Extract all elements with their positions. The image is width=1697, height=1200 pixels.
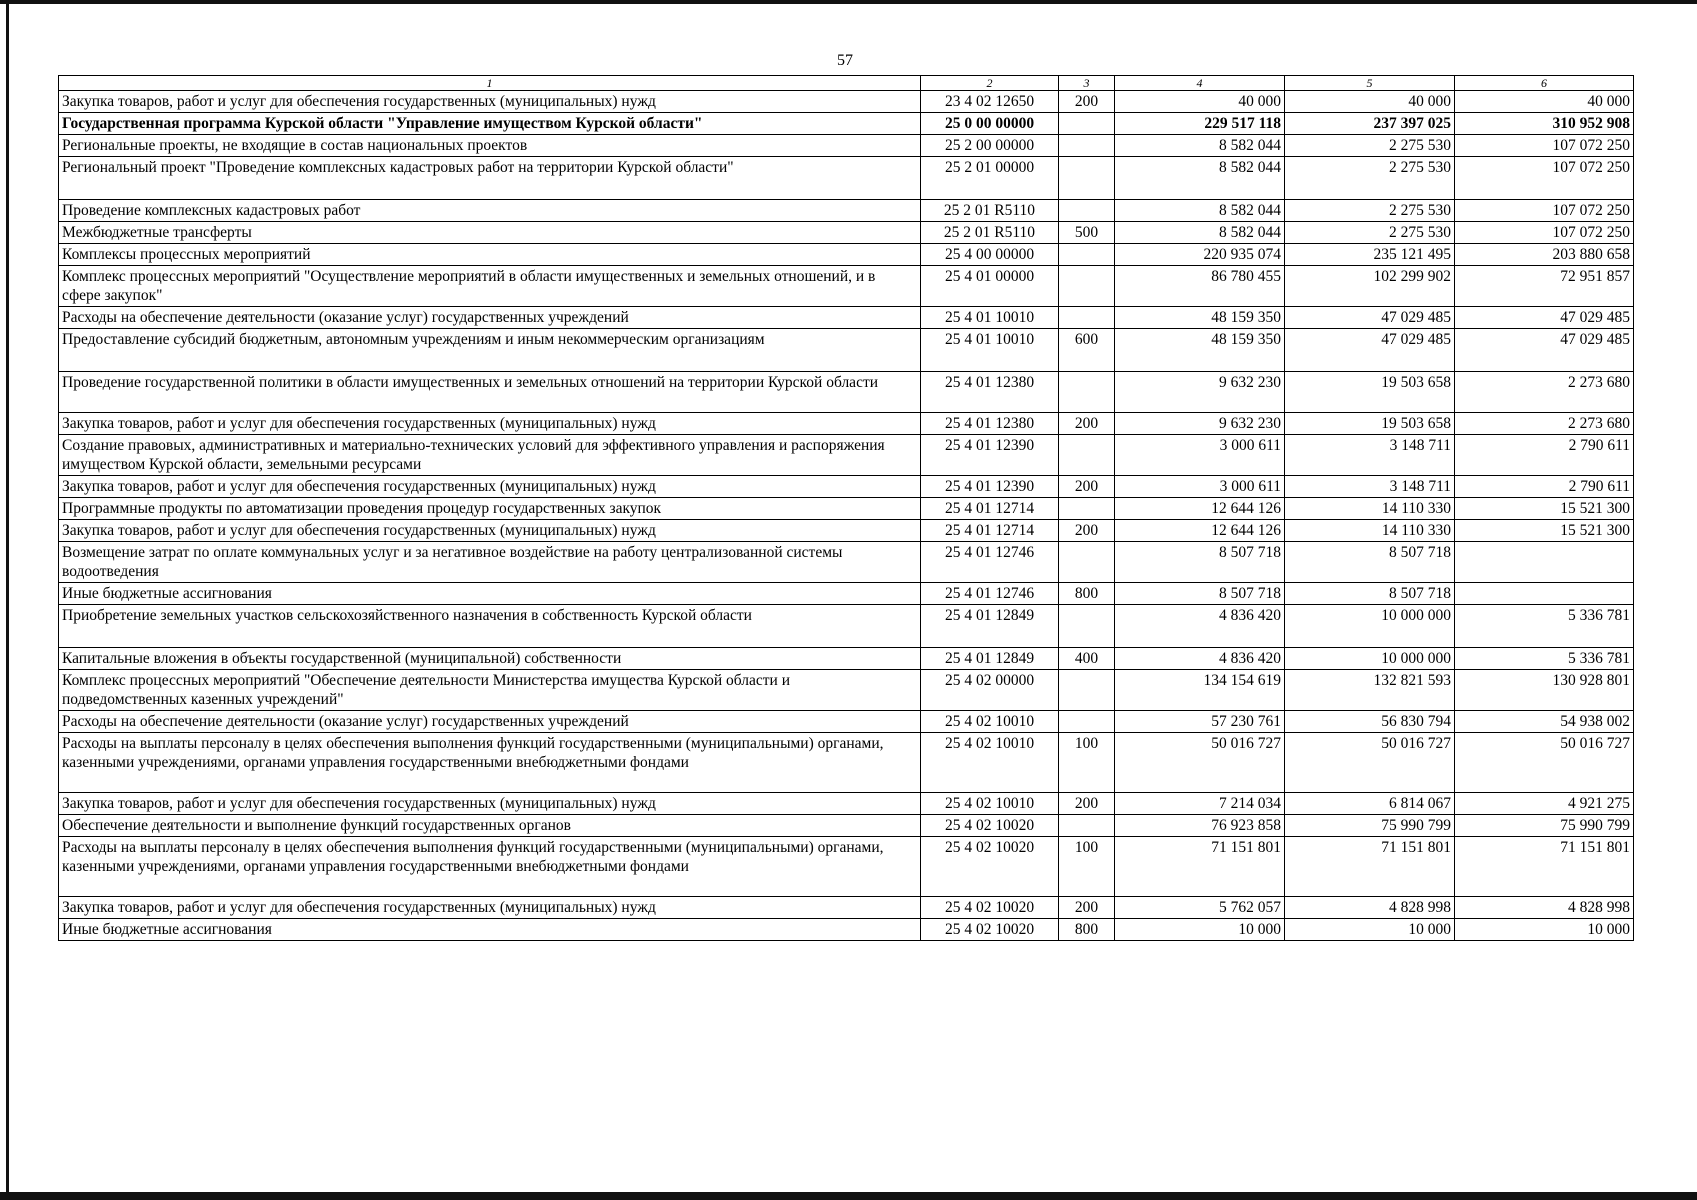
row-amount-col6-cell: 50 016 727 bbox=[1455, 733, 1634, 793]
table-row bbox=[59, 200, 1634, 222]
row-expense-type-cell bbox=[1059, 435, 1115, 476]
column-header: 5 bbox=[1285, 76, 1455, 91]
table-row bbox=[59, 542, 1634, 583]
row-expense-type-cell: 400 bbox=[1059, 648, 1115, 670]
row-name-cell: Закупка товаров, работ и услуг для обеспечения государственных (муниципальных) нужд bbox=[59, 413, 921, 435]
row-code-cell: 25 4 02 10020 bbox=[921, 837, 1059, 897]
table-row bbox=[59, 648, 1634, 670]
row-expense-type-cell: 800 bbox=[1059, 583, 1115, 605]
row-name-cell: Расходы на обеспечение деятельности (оказание услуг) государственных учреждений bbox=[59, 307, 921, 329]
row-code-cell: 25 0 00 00000 bbox=[921, 113, 1059, 135]
row-name-cell: Приобретение земельных участков сельскохозяйственного назначения в собственность Курской области bbox=[59, 605, 921, 648]
row-name-cell: Расходы на выплаты персоналу в целях обеспечения выполнения функций государственными (муниципальными) органами, казенными учреждениями, органами управления государственными внебюджетными фондами bbox=[59, 733, 921, 793]
row-amount-col4-cell: 86 780 455 bbox=[1115, 266, 1285, 307]
row-amount-col5-cell: 2 275 530 bbox=[1285, 200, 1455, 222]
row-code-cell: 25 4 01 12849 bbox=[921, 648, 1059, 670]
row-amount-col4-cell: 4 836 420 bbox=[1115, 605, 1285, 648]
row-amount-col4-cell: 8 507 718 bbox=[1115, 542, 1285, 583]
row-amount-col5-cell: 2 275 530 bbox=[1285, 135, 1455, 157]
row-amount-col6-cell: 203 880 658 bbox=[1455, 244, 1634, 266]
row-name-cell: Проведение комплексных кадастровых работ bbox=[59, 200, 921, 222]
row-amount-col4-cell: 48 159 350 bbox=[1115, 329, 1285, 372]
row-amount-col6-cell: 2 790 611 bbox=[1455, 435, 1634, 476]
table-row bbox=[59, 476, 1634, 498]
row-name-cell: Комплекс процессных мероприятий "Осуществление мероприятий в области имущественных и земельных отношений, и в сфере закупок" bbox=[59, 266, 921, 307]
row-amount-col6-cell: 107 072 250 bbox=[1455, 157, 1634, 200]
table-row bbox=[59, 222, 1634, 244]
row-amount-col4-cell: 8 582 044 bbox=[1115, 135, 1285, 157]
row-amount-col5-cell: 50 016 727 bbox=[1285, 733, 1455, 793]
row-name-cell: Комплексы процессных мероприятий bbox=[59, 244, 921, 266]
row-amount-col5-cell: 40 000 bbox=[1285, 91, 1455, 113]
table-body bbox=[59, 91, 1634, 941]
row-expense-type-cell: 200 bbox=[1059, 91, 1115, 113]
row-name-cell: Государственная программа Курской области "Управление имуществом Курской области" bbox=[59, 113, 921, 135]
row-code-cell: 25 4 01 10010 bbox=[921, 329, 1059, 372]
row-amount-col5-cell: 19 503 658 bbox=[1285, 413, 1455, 435]
row-code-cell: 23 4 02 12650 bbox=[921, 91, 1059, 113]
row-amount-col6-cell: 310 952 908 bbox=[1455, 113, 1634, 135]
row-name-cell: Проведение государственной политики в области имущественных и земельных отношений на территории Курской области bbox=[59, 372, 921, 413]
budget-table bbox=[58, 75, 1634, 941]
row-name-cell: Расходы на обеспечение деятельности (оказание услуг) государственных учреждений bbox=[59, 711, 921, 733]
row-amount-col6-cell: 54 938 002 bbox=[1455, 711, 1634, 733]
row-code-cell: 25 4 02 10010 bbox=[921, 711, 1059, 733]
row-amount-col5-cell: 47 029 485 bbox=[1285, 307, 1455, 329]
row-name-cell: Межбюджетные трансферты bbox=[59, 222, 921, 244]
row-amount-col6-cell: 107 072 250 bbox=[1455, 200, 1634, 222]
row-amount-col4-cell: 40 000 bbox=[1115, 91, 1285, 113]
row-amount-col6-cell: 10 000 bbox=[1455, 919, 1634, 941]
row-code-cell: 25 4 02 10020 bbox=[921, 815, 1059, 837]
row-amount-col6-cell: 107 072 250 bbox=[1455, 222, 1634, 244]
row-amount-col5-cell: 4 828 998 bbox=[1285, 897, 1455, 919]
table-row bbox=[59, 815, 1634, 837]
row-code-cell: 25 4 02 10020 bbox=[921, 919, 1059, 941]
row-name-cell: Создание правовых, административных и материально-технических условий для эффективного управления и распоряжения имуществом Курской области, земельными ресурсами bbox=[59, 435, 921, 476]
row-amount-col5-cell: 19 503 658 bbox=[1285, 372, 1455, 413]
row-name-cell: Закупка товаров, работ и услуг для обеспечения государственных (муниципальных) нужд bbox=[59, 793, 921, 815]
row-name-cell: Закупка товаров, работ и услуг для обеспечения государственных (муниципальных) нужд bbox=[59, 91, 921, 113]
row-name-cell: Возмещение затрат по оплате коммунальных услуг и за негативное воздействие на работу централизованной системы водоотведения bbox=[59, 542, 921, 583]
row-code-cell: 25 4 01 12714 bbox=[921, 520, 1059, 542]
row-amount-col5-cell: 102 299 902 bbox=[1285, 266, 1455, 307]
row-amount-col4-cell: 76 923 858 bbox=[1115, 815, 1285, 837]
row-expense-type-cell bbox=[1059, 244, 1115, 266]
row-amount-col5-cell: 10 000 bbox=[1285, 919, 1455, 941]
row-amount-col6-cell: 4 921 275 bbox=[1455, 793, 1634, 815]
row-amount-col4-cell: 8 582 044 bbox=[1115, 157, 1285, 200]
row-name-cell: Комплекс процессных мероприятий "Обеспечение деятельности Министерства имущества Курской области и подведомственных казенных учреждений" bbox=[59, 670, 921, 711]
scan-border-top bbox=[0, 0, 1697, 4]
table-row bbox=[59, 307, 1634, 329]
row-amount-col4-cell: 134 154 619 bbox=[1115, 670, 1285, 711]
row-amount-col5-cell: 132 821 593 bbox=[1285, 670, 1455, 711]
row-expense-type-cell: 200 bbox=[1059, 413, 1115, 435]
row-amount-col4-cell: 8 582 044 bbox=[1115, 200, 1285, 222]
row-code-cell: 25 4 00 00000 bbox=[921, 244, 1059, 266]
row-amount-col5-cell: 47 029 485 bbox=[1285, 329, 1455, 372]
table-row bbox=[59, 113, 1634, 135]
row-name-cell: Закупка товаров, работ и услуг для обеспечения государственных (муниципальных) нужд bbox=[59, 520, 921, 542]
row-expense-type-cell: 100 bbox=[1059, 733, 1115, 793]
row-name-cell: Расходы на выплаты персоналу в целях обеспечения выполнения функций государственными (муниципальными) органами, казенными учреждениями, органами управления государственными внебюджетными фондами bbox=[59, 837, 921, 897]
column-number-row bbox=[59, 76, 1634, 91]
row-amount-col6-cell: 47 029 485 bbox=[1455, 329, 1634, 372]
row-expense-type-cell bbox=[1059, 542, 1115, 583]
table-row bbox=[59, 372, 1634, 413]
row-code-cell: 25 4 01 12746 bbox=[921, 542, 1059, 583]
page-number: 57 bbox=[837, 52, 853, 69]
row-amount-col5-cell: 235 121 495 bbox=[1285, 244, 1455, 266]
table-row bbox=[59, 583, 1634, 605]
row-amount-col6-cell bbox=[1455, 542, 1634, 583]
column-header: 1 bbox=[59, 76, 921, 91]
row-name-cell: Иные бюджетные ассигнования bbox=[59, 919, 921, 941]
row-amount-col4-cell: 48 159 350 bbox=[1115, 307, 1285, 329]
row-amount-col5-cell: 8 507 718 bbox=[1285, 542, 1455, 583]
row-amount-col5-cell: 237 397 025 bbox=[1285, 113, 1455, 135]
row-expense-type-cell bbox=[1059, 135, 1115, 157]
row-code-cell: 25 4 02 10020 bbox=[921, 897, 1059, 919]
row-amount-col4-cell: 229 517 118 bbox=[1115, 113, 1285, 135]
column-header: 3 bbox=[1059, 76, 1115, 91]
row-amount-col5-cell: 10 000 000 bbox=[1285, 648, 1455, 670]
table-row bbox=[59, 157, 1634, 200]
row-amount-col6-cell: 71 151 801 bbox=[1455, 837, 1634, 897]
row-name-cell: Региональные проекты, не входящие в состав национальных проектов bbox=[59, 135, 921, 157]
row-code-cell: 25 4 01 12714 bbox=[921, 498, 1059, 520]
row-amount-col6-cell bbox=[1455, 583, 1634, 605]
row-amount-col4-cell: 9 632 230 bbox=[1115, 372, 1285, 413]
row-code-cell: 25 4 01 12380 bbox=[921, 413, 1059, 435]
row-amount-col5-cell: 3 148 711 bbox=[1285, 476, 1455, 498]
row-name-cell: Иные бюджетные ассигнования bbox=[59, 583, 921, 605]
row-code-cell: 25 4 01 12380 bbox=[921, 372, 1059, 413]
table-row bbox=[59, 837, 1634, 897]
row-amount-col4-cell: 12 644 126 bbox=[1115, 520, 1285, 542]
row-amount-col4-cell: 9 632 230 bbox=[1115, 413, 1285, 435]
row-amount-col6-cell: 15 521 300 bbox=[1455, 498, 1634, 520]
column-header: 6 bbox=[1455, 76, 1634, 91]
row-expense-type-cell bbox=[1059, 372, 1115, 413]
row-expense-type-cell bbox=[1059, 498, 1115, 520]
row-expense-type-cell bbox=[1059, 113, 1115, 135]
row-amount-col4-cell: 3 000 611 bbox=[1115, 435, 1285, 476]
scan-border-left bbox=[6, 0, 9, 1200]
row-amount-col4-cell: 8 582 044 bbox=[1115, 222, 1285, 244]
row-amount-col4-cell: 220 935 074 bbox=[1115, 244, 1285, 266]
row-code-cell: 25 4 01 12849 bbox=[921, 605, 1059, 648]
row-amount-col4-cell: 3 000 611 bbox=[1115, 476, 1285, 498]
row-amount-col4-cell: 4 836 420 bbox=[1115, 648, 1285, 670]
table-row bbox=[59, 435, 1634, 476]
row-code-cell: 25 2 00 00000 bbox=[921, 135, 1059, 157]
row-amount-col6-cell: 2 273 680 bbox=[1455, 413, 1634, 435]
row-expense-type-cell: 500 bbox=[1059, 222, 1115, 244]
table-row bbox=[59, 413, 1634, 435]
row-amount-col6-cell: 4 828 998 bbox=[1455, 897, 1634, 919]
column-header: 4 bbox=[1115, 76, 1285, 91]
row-amount-col5-cell: 14 110 330 bbox=[1285, 520, 1455, 542]
row-name-cell: Программные продукты по автоматизации проведения процедур государственных закупок bbox=[59, 498, 921, 520]
row-amount-col6-cell: 130 928 801 bbox=[1455, 670, 1634, 711]
row-code-cell: 25 4 02 00000 bbox=[921, 670, 1059, 711]
row-name-cell: Капитальные вложения в объекты государственной (муниципальной) собственности bbox=[59, 648, 921, 670]
row-expense-type-cell: 200 bbox=[1059, 793, 1115, 815]
row-expense-type-cell: 200 bbox=[1059, 520, 1115, 542]
row-amount-col6-cell: 5 336 781 bbox=[1455, 648, 1634, 670]
table-row bbox=[59, 733, 1634, 793]
column-header: 2 bbox=[921, 76, 1059, 91]
row-amount-col6-cell: 47 029 485 bbox=[1455, 307, 1634, 329]
row-expense-type-cell bbox=[1059, 200, 1115, 222]
row-expense-type-cell bbox=[1059, 605, 1115, 648]
row-amount-col6-cell: 2 790 611 bbox=[1455, 476, 1634, 498]
row-expense-type-cell: 200 bbox=[1059, 897, 1115, 919]
row-expense-type-cell: 100 bbox=[1059, 837, 1115, 897]
row-amount-col5-cell: 14 110 330 bbox=[1285, 498, 1455, 520]
row-code-cell: 25 2 01 R5110 bbox=[921, 200, 1059, 222]
row-amount-col4-cell: 10 000 bbox=[1115, 919, 1285, 941]
row-amount-col4-cell: 8 507 718 bbox=[1115, 583, 1285, 605]
row-amount-col5-cell: 3 148 711 bbox=[1285, 435, 1455, 476]
row-amount-col5-cell: 2 275 530 bbox=[1285, 222, 1455, 244]
table-row bbox=[59, 498, 1634, 520]
row-expense-type-cell: 200 bbox=[1059, 476, 1115, 498]
row-name-cell: Закупка товаров, работ и услуг для обеспечения государственных (муниципальных) нужд bbox=[59, 476, 921, 498]
row-amount-col4-cell: 7 214 034 bbox=[1115, 793, 1285, 815]
row-name-cell: Закупка товаров, работ и услуг для обеспечения государственных (муниципальных) нужд bbox=[59, 897, 921, 919]
row-expense-type-cell bbox=[1059, 157, 1115, 200]
table-row bbox=[59, 605, 1634, 648]
row-amount-col5-cell: 6 814 067 bbox=[1285, 793, 1455, 815]
row-amount-col5-cell: 10 000 000 bbox=[1285, 605, 1455, 648]
row-amount-col4-cell: 71 151 801 bbox=[1115, 837, 1285, 897]
row-name-cell: Предоставление субсидий бюджетным, автономным учреждениям и иным некоммерческим организациям bbox=[59, 329, 921, 372]
table-row bbox=[59, 711, 1634, 733]
table-row bbox=[59, 266, 1634, 307]
row-code-cell: 25 4 01 10010 bbox=[921, 307, 1059, 329]
row-code-cell: 25 2 01 00000 bbox=[921, 157, 1059, 200]
row-code-cell: 25 4 02 10010 bbox=[921, 793, 1059, 815]
table-row bbox=[59, 329, 1634, 372]
row-amount-col4-cell: 57 230 761 bbox=[1115, 711, 1285, 733]
row-code-cell: 25 4 01 12390 bbox=[921, 476, 1059, 498]
row-amount-col4-cell: 5 762 057 bbox=[1115, 897, 1285, 919]
row-code-cell: 25 4 01 00000 bbox=[921, 266, 1059, 307]
table-row bbox=[59, 135, 1634, 157]
table-row bbox=[59, 919, 1634, 941]
row-amount-col6-cell: 107 072 250 bbox=[1455, 135, 1634, 157]
row-amount-col6-cell: 15 521 300 bbox=[1455, 520, 1634, 542]
row-expense-type-cell bbox=[1059, 815, 1115, 837]
row-amount-col5-cell: 75 990 799 bbox=[1285, 815, 1455, 837]
row-expense-type-cell bbox=[1059, 711, 1115, 733]
table-row bbox=[59, 670, 1634, 711]
row-amount-col4-cell: 12 644 126 bbox=[1115, 498, 1285, 520]
row-code-cell: 25 4 01 12746 bbox=[921, 583, 1059, 605]
table-row bbox=[59, 91, 1634, 113]
row-amount-col5-cell: 71 151 801 bbox=[1285, 837, 1455, 897]
row-expense-type-cell: 800 bbox=[1059, 919, 1115, 941]
row-code-cell: 25 4 02 10010 bbox=[921, 733, 1059, 793]
table-row bbox=[59, 520, 1634, 542]
row-amount-col4-cell: 50 016 727 bbox=[1115, 733, 1285, 793]
row-amount-col6-cell: 40 000 bbox=[1455, 91, 1634, 113]
row-amount-col6-cell: 2 273 680 bbox=[1455, 372, 1634, 413]
row-expense-type-cell bbox=[1059, 266, 1115, 307]
row-amount-col5-cell: 8 507 718 bbox=[1285, 583, 1455, 605]
table-row bbox=[59, 244, 1634, 266]
row-amount-col6-cell: 5 336 781 bbox=[1455, 605, 1634, 648]
row-expense-type-cell bbox=[1059, 670, 1115, 711]
row-amount-col5-cell: 56 830 794 bbox=[1285, 711, 1455, 733]
row-amount-col5-cell: 2 275 530 bbox=[1285, 157, 1455, 200]
row-expense-type-cell: 600 bbox=[1059, 329, 1115, 372]
table-row bbox=[59, 897, 1634, 919]
table-row bbox=[59, 793, 1634, 815]
row-amount-col6-cell: 75 990 799 bbox=[1455, 815, 1634, 837]
row-name-cell: Региональный проект "Проведение комплексных кадастровых работ на территории Курской области" bbox=[59, 157, 921, 200]
row-code-cell: 25 4 01 12390 bbox=[921, 435, 1059, 476]
row-expense-type-cell bbox=[1059, 307, 1115, 329]
scan-border-bottom bbox=[0, 1192, 1697, 1200]
row-name-cell: Обеспечение деятельности и выполнение функций государственных органов bbox=[59, 815, 921, 837]
row-code-cell: 25 2 01 R5110 bbox=[921, 222, 1059, 244]
row-amount-col6-cell: 72 951 857 bbox=[1455, 266, 1634, 307]
